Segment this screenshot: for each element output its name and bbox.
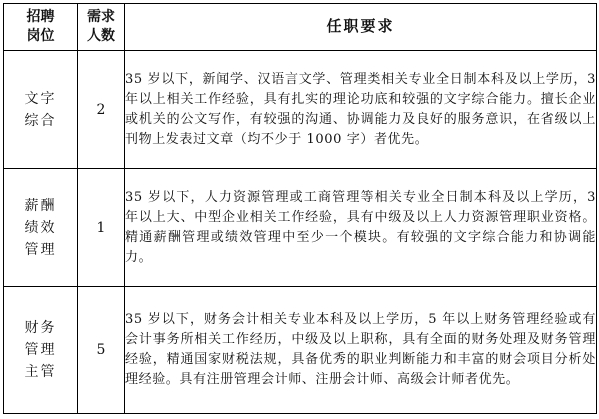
- position-cell: [4, 169, 78, 287]
- header-count: [78, 4, 125, 51]
- table-row: [4, 51, 597, 169]
- header-count-line2: 人数: [87, 28, 115, 44]
- position-line: 薪酬: [24, 197, 57, 214]
- position-cell: [4, 51, 78, 169]
- table-row: [4, 287, 597, 414]
- headcount-cell: 1: [78, 169, 125, 287]
- requirements-text: 35 岁以下，人力资源管理或工商管理等相关专业全日制本科及以上学历，3 年以上大、中型企业相关工作经验，具有中级及以上人力资源管理职业资格。精通薪酬管理或绩效管理中至少一个模块。有较强的文字综合能力和协调能力。: [125, 189, 596, 265]
- header-position-line1: 招聘: [26, 9, 55, 25]
- position-line: 文字: [24, 90, 57, 107]
- position-line: 财务: [24, 320, 57, 336]
- position-line: 绩效: [24, 219, 57, 236]
- requirements-text: 35 岁以下，财务会计相关专业本科及以上学历，5 年以上财务管理经验或有会计事务所相关工作经历，中级及以上职称，具有全面的财务处理及财务管理经验，精通国家财税法规，具备优秀的职业判断能力和丰富的财会项目分析处理经验。具有注册管理会计师、注册会计师、高级会计师者优先。: [125, 312, 596, 387]
- recruitment-table: [3, 3, 597, 414]
- headcount-cell: 2: [78, 51, 125, 169]
- position-line: 管理: [24, 342, 57, 358]
- headcount-cell: 5: [78, 287, 125, 414]
- header-requirements-label: 任职要求: [326, 17, 395, 35]
- position-cell: [4, 287, 78, 414]
- table-row: [4, 169, 597, 287]
- header-count-line1: 需求: [87, 9, 115, 25]
- requirements-text: 35 岁以下，新闻学、汉语言文学、管理类相关专业全日制本科及以上学历，3 年以上相关工作经验，具有扎实的理论功底和较强的文字综合能力。擅长企业或机关的公文写作，有较强的沟通、协调能力及良好的服务意识，在省级以上刊物上发表过文章（均不少于 1000 字）者优先。: [125, 71, 596, 147]
- position-line: 主管: [24, 364, 57, 380]
- header-position-line2: 岗位: [26, 28, 55, 44]
- position-line: 综合: [24, 112, 57, 129]
- requirements-cell: [125, 169, 597, 287]
- header-requirements: [125, 4, 597, 51]
- header-position: [4, 4, 78, 51]
- requirements-cell: [125, 287, 597, 414]
- position-line: 管理: [24, 241, 57, 258]
- requirements-cell: [125, 51, 597, 169]
- table-header-row: [4, 4, 597, 51]
